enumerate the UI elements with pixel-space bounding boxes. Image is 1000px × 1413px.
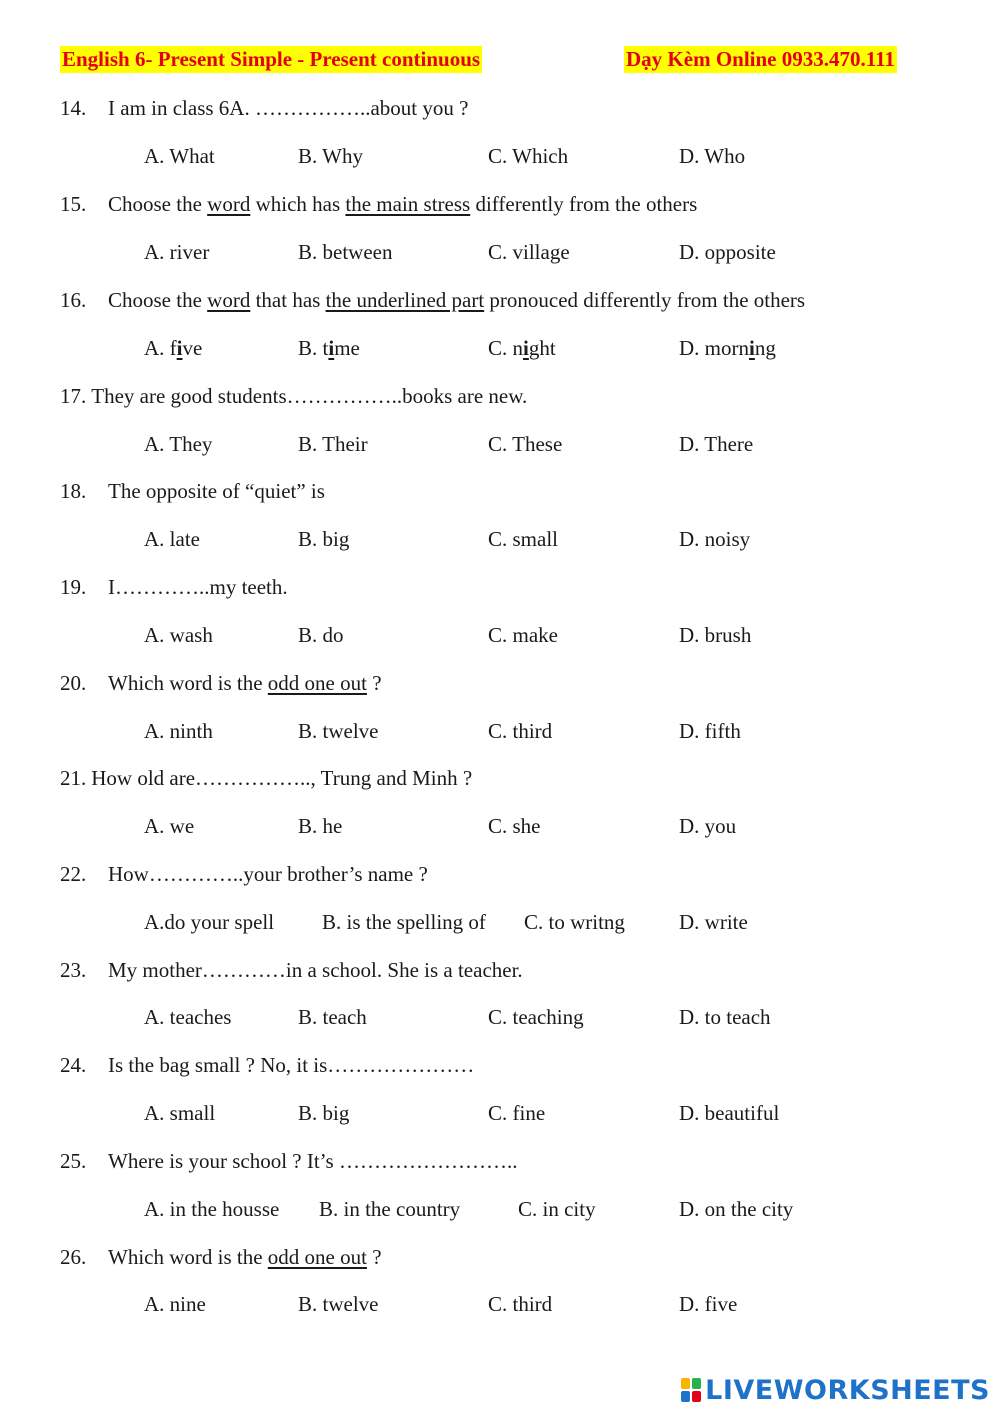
- question-number: 16.: [60, 288, 87, 312]
- option-c[interactable]: [488, 336, 556, 361]
- option-a[interactable]: A. late: [144, 527, 200, 551]
- option-c[interactable]: C. fine: [488, 1101, 546, 1125]
- option-a[interactable]: A. They: [144, 432, 213, 456]
- option-b[interactable]: B. do: [298, 623, 344, 647]
- liveworksheets-brand[interactable]: [681, 1373, 990, 1407]
- option-d[interactable]: D. noisy: [679, 527, 751, 551]
- option-a[interactable]: [144, 336, 202, 361]
- option-a[interactable]: A. What: [144, 144, 215, 168]
- question-22: [60, 862, 428, 887]
- option-b[interactable]: B. twelve: [298, 1292, 379, 1316]
- option-d[interactable]: D. beautiful: [679, 1101, 780, 1125]
- question-text-part: Which word is the: [108, 1245, 268, 1269]
- options-17: [0, 432, 1000, 462]
- option-b[interactable]: B. he: [298, 814, 343, 838]
- option-b[interactable]: B. big: [298, 1101, 350, 1125]
- option-c[interactable]: C. third: [488, 719, 553, 743]
- option-d[interactable]: D. opposite: [679, 240, 776, 264]
- underlined-letter: i: [523, 336, 529, 360]
- question-number: 25.: [60, 1149, 87, 1173]
- question-24: [60, 1053, 474, 1078]
- option-a[interactable]: A. teaches: [144, 1005, 232, 1029]
- question-number: 17.: [60, 384, 87, 408]
- underlined-text: odd one out: [267, 671, 367, 695]
- question-text: They are good students……………..books are new.: [91, 384, 528, 408]
- logo-square: [681, 1378, 690, 1389]
- question-text-part: Which word is the: [108, 671, 268, 695]
- options-22: [0, 910, 1000, 940]
- option-a[interactable]: A. we: [144, 814, 195, 838]
- option-c[interactable]: C. Which: [488, 144, 569, 168]
- option-a[interactable]: A. wash: [144, 623, 213, 647]
- question-text-part: ?: [366, 1245, 382, 1269]
- question-text-part: that has: [250, 288, 326, 312]
- question-number: 21.: [60, 766, 87, 790]
- option-b[interactable]: B. is the spelling of: [322, 910, 486, 934]
- option-b[interactable]: B. twelve: [298, 719, 379, 743]
- question-number: 14.: [60, 96, 87, 120]
- option-d[interactable]: D. you: [679, 814, 737, 838]
- underlined-text: the underlined part: [325, 288, 485, 312]
- question-21: [60, 766, 472, 791]
- option-d[interactable]: D. There: [679, 432, 754, 456]
- question-15: [60, 192, 697, 217]
- option-a[interactable]: A. river: [144, 240, 210, 264]
- option-text: B. t: [298, 336, 329, 360]
- question-26: [60, 1245, 382, 1270]
- question-number: 24.: [60, 1053, 87, 1077]
- logo-square: [692, 1378, 701, 1389]
- option-b[interactable]: B. Their: [298, 432, 368, 456]
- option-text: ng: [754, 336, 776, 360]
- underlined-text: word: [207, 192, 251, 216]
- question-25: [60, 1149, 517, 1174]
- question-number: 23.: [60, 958, 87, 982]
- question-text-part: ?: [366, 671, 382, 695]
- question-text: I am in class 6A. ……………..about you ?: [108, 96, 469, 120]
- option-c[interactable]: C. in city: [518, 1197, 596, 1221]
- option-a[interactable]: A. small: [144, 1101, 216, 1125]
- underlined-text: word: [207, 288, 251, 312]
- question-text-part: differently from the others: [470, 192, 698, 216]
- option-b[interactable]: B. between: [298, 240, 393, 264]
- option-c[interactable]: C. third: [488, 1292, 553, 1316]
- option-c[interactable]: C. she: [488, 814, 541, 838]
- option-b[interactable]: B. teach: [298, 1005, 367, 1029]
- option-text: ght: [528, 336, 556, 360]
- question-20: [60, 671, 382, 696]
- underlined-letter: i: [176, 336, 183, 360]
- options-21: [0, 814, 1000, 844]
- options-18: [0, 527, 1000, 557]
- option-c[interactable]: C. village: [488, 240, 570, 264]
- question-text: How old are…………….., Trung and Minh ?: [91, 766, 473, 790]
- brand-text: LIVEWORKSHEETS: [705, 1374, 990, 1406]
- option-c[interactable]: C. to writng: [524, 910, 625, 934]
- options-24: [0, 1101, 1000, 1131]
- liveworksheets-logo-icon: [681, 1378, 701, 1402]
- question-23: [60, 958, 523, 983]
- options-25: [0, 1197, 1000, 1227]
- option-d[interactable]: D. brush: [679, 623, 752, 647]
- question-number: 26.: [60, 1245, 87, 1269]
- header-title: English 6- Present Simple - Present continuous: [62, 47, 481, 71]
- option-text: C. n: [488, 336, 524, 360]
- option-d[interactable]: D. write: [679, 910, 748, 934]
- question-number: 18.: [60, 479, 87, 503]
- option-text: ve: [182, 336, 203, 360]
- underlined-text: odd one out: [267, 1245, 367, 1269]
- option-a[interactable]: A. in the housse: [144, 1197, 280, 1221]
- question-text: I…………..my teeth.: [108, 575, 288, 599]
- underlined-text: the main stress: [345, 192, 471, 216]
- question-number: 15.: [60, 192, 87, 216]
- option-b[interactable]: B. big: [298, 527, 350, 551]
- option-c[interactable]: C. make: [488, 623, 558, 647]
- option-c[interactable]: C. These: [488, 432, 563, 456]
- question-text: My mother…………in a school. She is a teacher.: [108, 958, 523, 982]
- worksheet-header: [60, 46, 940, 76]
- option-text: A. f: [144, 336, 177, 360]
- option-b[interactable]: B. Why: [298, 144, 363, 168]
- option-d[interactable]: D. to teach: [679, 1005, 771, 1029]
- options-20: [0, 719, 1000, 749]
- underlined-letter: i: [328, 336, 335, 360]
- options-19: [0, 623, 1000, 653]
- options-15: [0, 240, 1000, 270]
- option-c[interactable]: C. small: [488, 527, 559, 551]
- question-text-part: Choose the: [108, 192, 208, 216]
- option-d[interactable]: D. five: [679, 1292, 738, 1316]
- question-18: [60, 479, 325, 504]
- option-b[interactable]: B. in the country: [319, 1197, 461, 1221]
- question-text: Is the bag small ? No, it is…………………: [108, 1053, 475, 1077]
- logo-square: [692, 1391, 701, 1402]
- option-d[interactable]: D. fifth: [679, 719, 741, 743]
- option-a[interactable]: A. nine: [144, 1292, 206, 1316]
- option-text: me: [334, 336, 360, 360]
- question-text-part: Choose the: [108, 288, 208, 312]
- question-number: 19.: [60, 575, 87, 599]
- question-text-part: pronouced differently from the others: [484, 288, 806, 312]
- question-14: [60, 96, 468, 121]
- question-19: [60, 575, 288, 600]
- options-26: [0, 1292, 1000, 1322]
- option-d[interactable]: [679, 336, 776, 361]
- question-text: The opposite of “quiet” is: [108, 479, 325, 503]
- options-16: [0, 336, 1000, 366]
- question-text: Where is your school ? It’s ……………………..: [108, 1149, 518, 1173]
- option-a[interactable]: A.do your spell: [144, 910, 275, 934]
- option-a[interactable]: A. ninth: [144, 719, 213, 743]
- logo-square: [681, 1391, 690, 1402]
- header-tutor-contact: Dạy Kèm Online 0933.470.111: [626, 47, 895, 71]
- question-text: How…………..your brother’s name ?: [108, 862, 428, 886]
- question-text-part: which has: [250, 192, 346, 216]
- options-23: [0, 1005, 1000, 1035]
- question-number: 20.: [60, 671, 87, 695]
- options-14: [0, 144, 1000, 174]
- question-17: [60, 384, 527, 409]
- question-16: [60, 288, 805, 313]
- underlined-letter: i: [749, 336, 755, 360]
- option-b[interactable]: [298, 336, 360, 361]
- option-d[interactable]: D. Who: [679, 144, 746, 168]
- option-text: D. morn: [679, 336, 749, 360]
- option-c[interactable]: C. teaching: [488, 1005, 584, 1029]
- option-d[interactable]: D. on the city: [679, 1197, 794, 1221]
- question-number: 22.: [60, 862, 87, 886]
